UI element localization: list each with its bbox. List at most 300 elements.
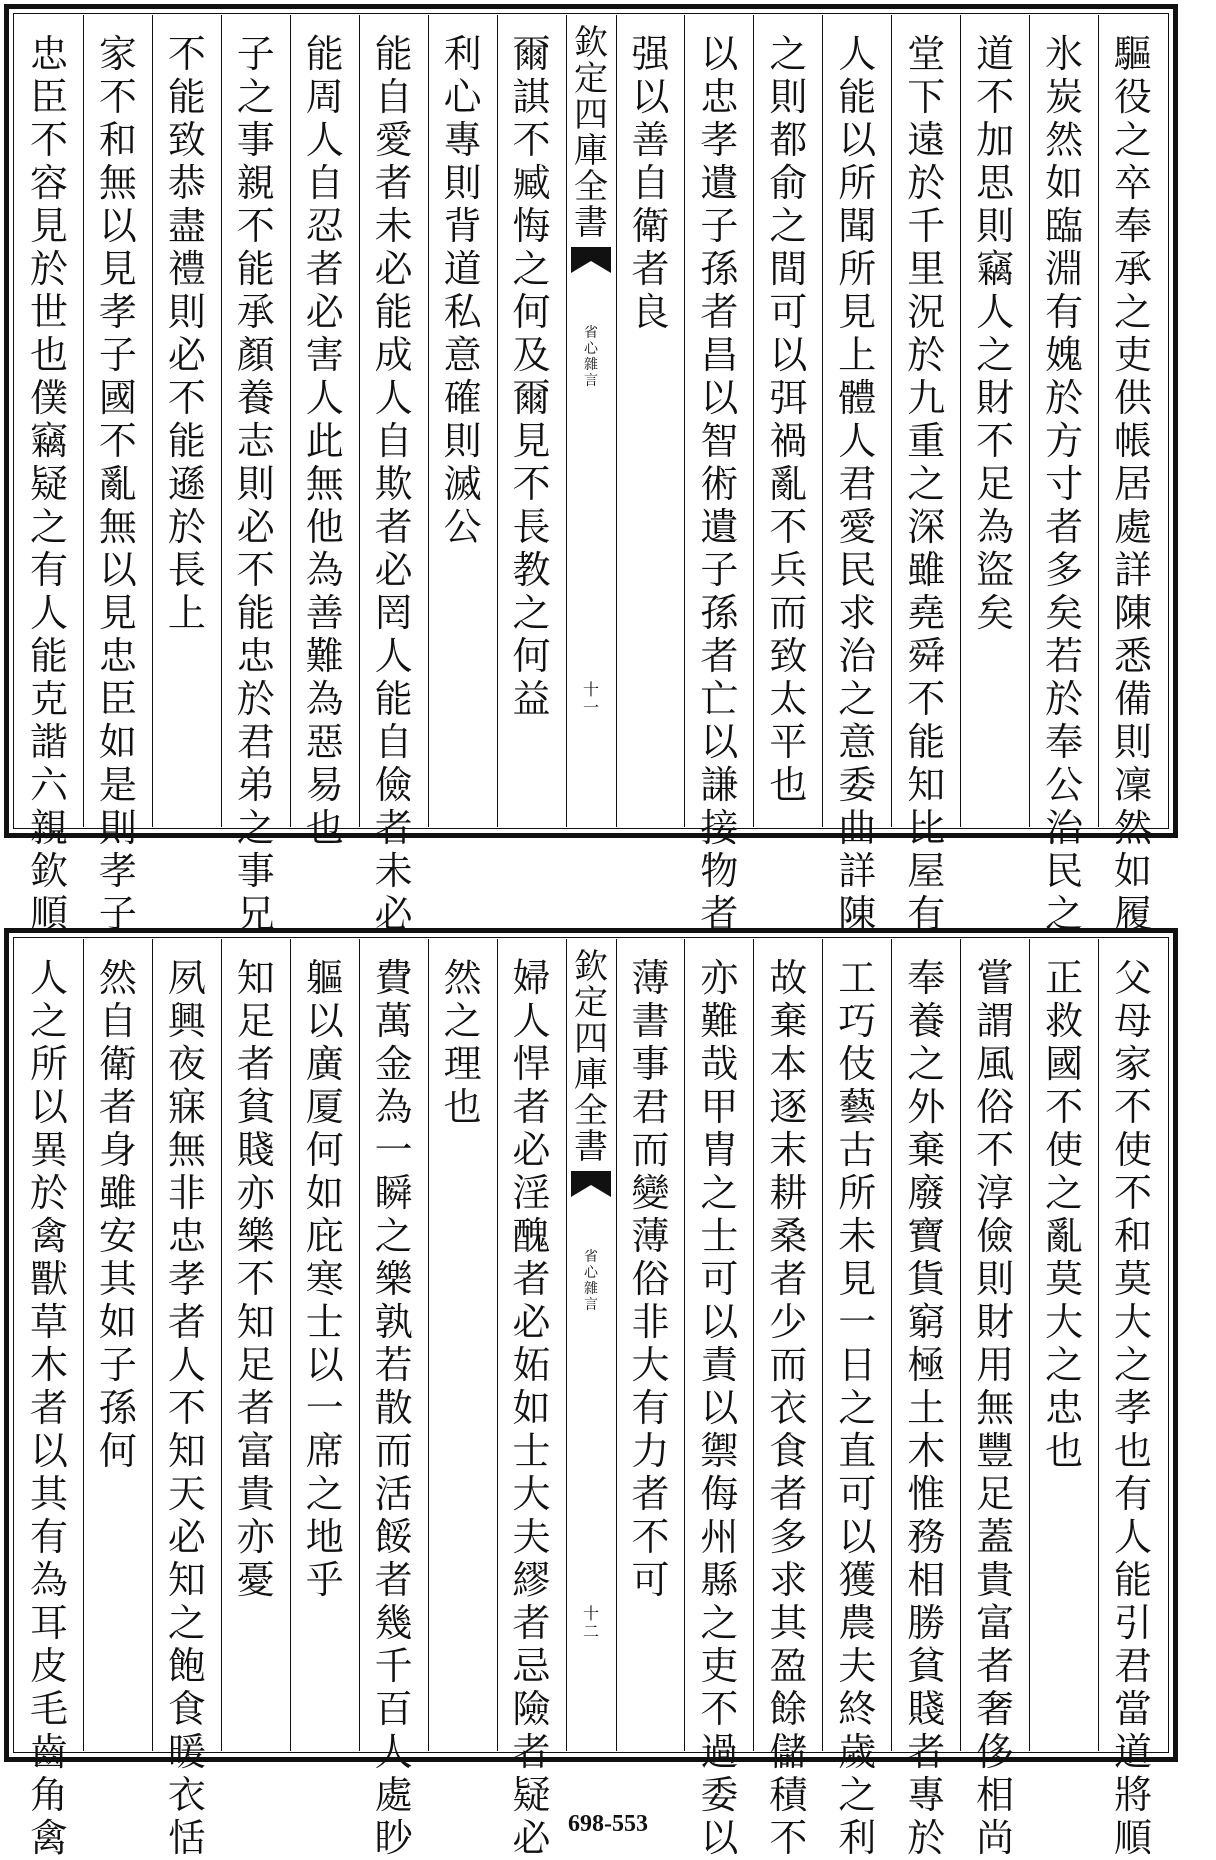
glyph: 之	[305, 1472, 344, 1516]
glyph: 平	[769, 720, 808, 764]
glyph: 詳	[1114, 548, 1153, 592]
glyph: 君	[236, 720, 275, 764]
glyph: 務	[907, 1515, 946, 1559]
glyph: 孝	[98, 849, 137, 893]
glyph: 歲	[838, 1730, 877, 1774]
glyph: 罔	[374, 591, 413, 635]
glyph: 也	[305, 806, 344, 850]
glyph: 滅	[443, 462, 482, 506]
glyph: 貧	[236, 1085, 275, 1129]
glyph: 軀	[305, 956, 344, 1000]
glyph: 以	[838, 1515, 877, 1559]
glyph: 無	[98, 161, 137, 205]
glyph: 有	[631, 1386, 670, 1430]
glyph: 疑	[512, 1773, 551, 1817]
glyph: 雖	[907, 548, 946, 592]
glyph: 責	[700, 1343, 739, 1387]
glyph: 毛	[29, 1687, 68, 1731]
glyph: 大	[631, 1343, 670, 1387]
glyph: 人	[976, 290, 1015, 334]
glyph: 於	[167, 505, 206, 549]
glyph: 蓋	[976, 1515, 1015, 1559]
glyph: 古	[838, 1128, 877, 1172]
glyph: 之	[236, 75, 275, 119]
glyph: 寶	[907, 1214, 946, 1258]
glyph: 比	[907, 806, 946, 850]
glyph: 如	[512, 1386, 551, 1430]
glyph: 侈	[976, 1730, 1015, 1774]
glyph: 深	[907, 505, 946, 549]
glyph: 賤	[236, 1128, 275, 1172]
glyph: 術	[700, 462, 739, 506]
glyph: 處	[1114, 505, 1153, 549]
glyph: 之	[512, 247, 551, 291]
spine-column	[566, 15, 616, 827]
glyph: 之	[907, 1042, 946, 1086]
glyph: 富	[976, 1601, 1015, 1645]
glyph: 奢	[976, 1687, 1015, 1731]
glyph: 一	[305, 1386, 344, 1430]
glyph: 孫	[98, 1386, 137, 1430]
glyph: 君	[1114, 1644, 1153, 1688]
glyph: 弟	[236, 763, 275, 807]
glyph: 庫	[574, 131, 608, 171]
glyph: 千	[374, 1644, 413, 1688]
glyph: 餒	[374, 1515, 413, 1559]
glyph: 憂	[236, 1558, 275, 1602]
glyph: 不	[98, 75, 137, 119]
glyph: 良	[631, 290, 670, 334]
glyph: 見	[838, 1257, 877, 1301]
text-column	[960, 15, 1029, 827]
glyph: 矣	[1045, 591, 1084, 635]
glyph: 若	[1045, 634, 1084, 678]
glyph: 弭	[769, 376, 808, 420]
glyph: 子	[98, 333, 137, 377]
text-column	[290, 15, 359, 850]
glyph: 之	[1114, 1343, 1153, 1387]
glyph: 見	[838, 290, 877, 334]
glyph: 為	[305, 677, 344, 721]
glyph: 愛	[838, 505, 877, 549]
glyph: 無	[167, 1128, 206, 1172]
glyph: 易	[305, 763, 344, 807]
glyph: 家	[1114, 1042, 1153, 1086]
glyph: 事	[631, 1042, 670, 1086]
glyph: 公	[1045, 763, 1084, 807]
glyph: 恬	[167, 1816, 206, 1860]
glyph: 可	[700, 1257, 739, 1301]
glyph: 則	[443, 161, 482, 205]
glyph: 確	[443, 376, 482, 420]
glyph: 不	[512, 462, 551, 506]
glyph: 逐	[769, 1085, 808, 1129]
glyph: 知	[236, 1300, 275, 1344]
glyph: 所	[838, 1171, 877, 1215]
glyph: 專	[443, 118, 482, 162]
glyph: 所	[29, 1042, 68, 1086]
glyph: 意	[443, 333, 482, 377]
glyph: 豐	[976, 1429, 1015, 1473]
glyph: 周	[305, 75, 344, 119]
glyph: 能	[838, 75, 877, 119]
text-column	[891, 15, 960, 936]
glyph: 之	[443, 999, 482, 1043]
glyph: 定	[574, 59, 608, 99]
glyph: 竊	[976, 247, 1015, 291]
glyph: 風	[976, 1042, 1015, 1086]
glyph: 兄	[236, 892, 275, 936]
glyph: 之	[29, 505, 68, 549]
glyph: 者	[512, 1601, 551, 1645]
glyph: 天	[167, 1472, 206, 1516]
glyph: 足	[236, 1343, 275, 1387]
glyph: 何	[98, 1429, 137, 1473]
glyph: 則	[236, 462, 275, 506]
glyph: 寐	[167, 1085, 206, 1129]
glyph: 禽	[29, 1816, 68, 1860]
glyph: 於	[29, 1171, 68, 1215]
glyph: 多	[1045, 548, 1084, 592]
glyph: 也	[1045, 1429, 1084, 1473]
glyph: 之	[167, 1601, 206, 1645]
glyph: 尚	[976, 1816, 1015, 1860]
glyph: 獸	[29, 1257, 68, 1301]
glyph: 不	[236, 1257, 275, 1301]
glyph: 以	[305, 1343, 344, 1387]
glyph: 於	[907, 161, 946, 205]
glyph: 士	[700, 1214, 739, 1258]
glyph: 謙	[700, 763, 739, 807]
glyph: 興	[167, 999, 206, 1043]
glyph: 寒	[305, 1257, 344, 1301]
glyph: 見	[98, 247, 137, 291]
glyph: 之	[700, 1601, 739, 1645]
glyph: 不	[98, 419, 137, 463]
glyph: 人	[838, 32, 877, 76]
glyph: 使	[1045, 1128, 1084, 1172]
glyph: 驅	[1114, 32, 1153, 76]
glyph: 也	[1114, 1429, 1153, 1473]
glyph: 臣	[29, 75, 68, 119]
glyph: 極	[907, 1343, 946, 1387]
glyph: 必	[374, 892, 413, 936]
glyph: 未	[374, 204, 413, 248]
glyph: 必	[512, 1128, 551, 1172]
glyph: 者	[29, 1386, 68, 1430]
glyph: 暖	[167, 1730, 206, 1774]
glyph: 盡	[167, 204, 206, 248]
glyph: 幾	[374, 1601, 413, 1645]
glyph: 一	[374, 1128, 413, 1172]
glyph: 忠	[167, 1214, 206, 1258]
glyph: 他	[305, 505, 344, 549]
glyph: 餘	[769, 1687, 808, 1731]
glyph: 千	[907, 204, 946, 248]
glyph: 昌	[700, 333, 739, 377]
glyph: 孫	[700, 591, 739, 635]
glyph: 薄	[631, 956, 670, 1000]
glyph: 奉	[1114, 204, 1153, 248]
glyph: 然	[443, 956, 482, 1000]
glyph: 如	[98, 720, 137, 764]
glyph: 成	[374, 333, 413, 377]
glyph: 順	[1114, 1816, 1153, 1860]
glyph: 財	[976, 1300, 1015, 1344]
glyph: 之	[769, 32, 808, 76]
text-column	[15, 939, 83, 1860]
glyph: 以	[700, 1816, 739, 1860]
glyph: 之	[512, 591, 551, 635]
glyph: 見	[29, 204, 68, 248]
glyph: 賤	[907, 1687, 946, 1731]
glyph: 俞	[769, 161, 808, 205]
glyph: 知	[167, 1558, 206, 1602]
text-column	[428, 15, 497, 827]
glyph: 事	[236, 849, 275, 893]
text-column	[891, 939, 960, 1860]
glyph: 莫	[1114, 1257, 1153, 1301]
glyph: 未	[374, 849, 413, 893]
glyph: 委	[700, 1773, 739, 1817]
glyph: 則	[976, 1257, 1015, 1301]
text-column	[753, 939, 822, 1860]
glyph: 履	[1114, 892, 1153, 936]
glyph: 況	[907, 290, 946, 334]
glyph: 之	[1045, 1171, 1084, 1215]
text-column	[83, 15, 152, 936]
glyph: 忠	[1045, 1386, 1084, 1430]
glyph: 物	[700, 849, 739, 893]
glyph: 人	[374, 1730, 413, 1774]
glyph: 必	[236, 505, 275, 549]
glyph: 不	[236, 548, 275, 592]
glyph: 以	[631, 75, 670, 119]
glyph: 接	[700, 806, 739, 850]
glyph: 之	[1114, 290, 1153, 334]
glyph: 禦	[700, 1429, 739, 1473]
glyph: 能	[167, 419, 206, 463]
glyph: 之	[976, 333, 1015, 377]
glyph: 必	[374, 247, 413, 291]
glyph: 樂	[236, 1214, 275, 1258]
glyph: 孝	[98, 290, 137, 334]
glyph: 救	[1045, 999, 1084, 1043]
glyph: 養	[907, 999, 946, 1043]
text-column	[152, 939, 221, 1860]
glyph: 者	[236, 1042, 275, 1086]
glyph: 者	[700, 290, 739, 334]
glyph: 為	[305, 548, 344, 592]
glyph: 必	[167, 1515, 206, 1559]
text-column	[497, 939, 566, 1860]
glyph: 詳	[838, 849, 877, 893]
glyph: 安	[98, 1214, 137, 1258]
glyph: 悉	[1114, 634, 1153, 678]
glyph: 子	[98, 892, 137, 936]
glyph: 無	[976, 1386, 1015, 1430]
glyph: 桑	[769, 1214, 808, 1258]
text-column	[684, 15, 753, 936]
glyph: 耳	[29, 1601, 68, 1645]
text-column	[1098, 15, 1167, 936]
glyph: 夫	[512, 1515, 551, 1559]
glyph: 人	[305, 376, 344, 420]
glyph: 自	[631, 161, 670, 205]
glyph: 淫	[512, 1171, 551, 1215]
glyph: 忠	[700, 75, 739, 119]
text-column	[960, 939, 1029, 1860]
glyph: 婦	[512, 956, 551, 1000]
glyph: 者	[512, 1730, 551, 1774]
glyph: 公	[443, 505, 482, 549]
glyph: 見	[512, 419, 551, 463]
glyph: 自	[374, 419, 413, 463]
glyph: 之	[236, 806, 275, 850]
glyph: 伎	[838, 1042, 877, 1086]
glyph: 亡	[700, 677, 739, 721]
glyph: 則	[769, 75, 808, 119]
glyph: 不	[236, 204, 275, 248]
glyph: 不	[769, 505, 808, 549]
glyph: 道	[1114, 1730, 1153, 1774]
glyph: 者	[700, 634, 739, 678]
text-column	[290, 939, 359, 1751]
glyph: 以	[700, 720, 739, 764]
glyph: 本	[769, 1042, 808, 1086]
glyph: 遺	[700, 505, 739, 549]
text-column	[822, 15, 891, 936]
glyph: 巧	[838, 999, 877, 1043]
text-column	[15, 15, 83, 936]
glyph: 者	[1045, 505, 1084, 549]
glyph: 無	[98, 505, 137, 549]
glyph: 能	[374, 677, 413, 721]
glyph: 者	[700, 892, 739, 936]
glyph: 人	[29, 956, 68, 1000]
glyph: 如	[1114, 849, 1153, 893]
glyph: 親	[236, 161, 275, 205]
glyph: 妬	[512, 1343, 551, 1387]
glyph: 世	[29, 290, 68, 334]
glyph: 者	[374, 1558, 413, 1602]
glyph: 善	[631, 118, 670, 162]
glyph: 下	[907, 75, 946, 119]
glyph: 必	[512, 1816, 551, 1860]
glyph: 故	[769, 956, 808, 1000]
glyph: 理	[443, 1042, 482, 1086]
glyph: 教	[512, 548, 551, 592]
glyph: 散	[374, 1386, 413, 1430]
glyph: 之	[29, 999, 68, 1043]
glyph: 以	[700, 1386, 739, 1430]
glyph: 飽	[167, 1644, 206, 1688]
glyph: 國	[98, 376, 137, 420]
glyph: 費	[374, 956, 413, 1000]
glyph: 不	[1114, 1085, 1153, 1129]
glyph: 外	[907, 1085, 946, 1129]
glyph: 屋	[907, 849, 946, 893]
glyph: 親	[29, 806, 68, 850]
glyph: 之	[838, 677, 877, 721]
glyph: 忠	[98, 634, 137, 678]
glyph: 見	[98, 591, 137, 635]
upper-page	[4, 4, 1178, 936]
glyph: 席	[305, 1429, 344, 1473]
glyph: 瞬	[374, 1171, 413, 1215]
glyph: 然	[1114, 806, 1153, 850]
glyph: 孫	[700, 247, 739, 291]
glyph: 致	[167, 118, 206, 162]
text-column	[616, 939, 685, 1751]
glyph: 淵	[1045, 247, 1084, 291]
glyph: 矣	[976, 591, 1015, 635]
glyph: 欽	[574, 947, 608, 987]
glyph: 加	[976, 118, 1015, 162]
glyph: 俗	[976, 1085, 1015, 1129]
glyph: 臨	[1045, 204, 1084, 248]
glyph: 亂	[98, 462, 137, 506]
glyph: 縣	[700, 1558, 739, 1602]
glyph: 然	[1045, 118, 1084, 162]
glyph: 不	[29, 118, 68, 162]
glyph: 陳	[1114, 591, 1153, 635]
glyph: 害	[305, 333, 344, 377]
glyph: 貴	[976, 1558, 1015, 1602]
glyph: 書	[574, 203, 608, 243]
glyph: 人	[512, 999, 551, 1043]
glyph: 若	[374, 1343, 413, 1387]
glyph: 於	[907, 333, 946, 377]
spine-column	[566, 939, 616, 1751]
glyph: 庫	[574, 1055, 608, 1095]
glyph: 都	[769, 118, 808, 162]
page-number: 698-553	[568, 1811, 648, 1837]
glyph: 當	[1114, 1687, 1153, 1731]
glyph: 眇	[374, 1816, 413, 1860]
spine-folio: 十 一	[582, 680, 599, 717]
glyph: 以	[769, 333, 808, 377]
glyph: 志	[236, 419, 275, 463]
glyph: 角	[29, 1773, 68, 1817]
glyph: 也	[769, 763, 808, 807]
glyph: 以	[700, 1300, 739, 1344]
glyph: 者	[374, 161, 413, 205]
text-column	[616, 15, 685, 827]
glyph: 以	[305, 999, 344, 1043]
glyph: 士	[305, 1300, 344, 1344]
glyph: 承	[1114, 247, 1153, 291]
glyph: 難	[700, 999, 739, 1043]
glyph: 九	[907, 376, 946, 420]
glyph: 諧	[29, 720, 68, 764]
glyph: 知	[167, 1429, 206, 1473]
glyph: 險	[512, 1687, 551, 1731]
glyph: 寸	[1045, 462, 1084, 506]
glyph: 忍	[305, 204, 344, 248]
glyph: 於	[1045, 376, 1084, 420]
glyph: 於	[29, 247, 68, 291]
text-column	[221, 939, 290, 1751]
glyph: 衣	[167, 1773, 206, 1817]
glyph: 之	[700, 1171, 739, 1215]
glyph: 將	[1114, 1773, 1153, 1817]
glyph: 胄	[700, 1128, 739, 1172]
glyph: 儉	[374, 763, 413, 807]
glyph: 利	[838, 1816, 877, 1860]
glyph: 末	[769, 1128, 808, 1172]
glyph: 媿	[1045, 333, 1084, 377]
